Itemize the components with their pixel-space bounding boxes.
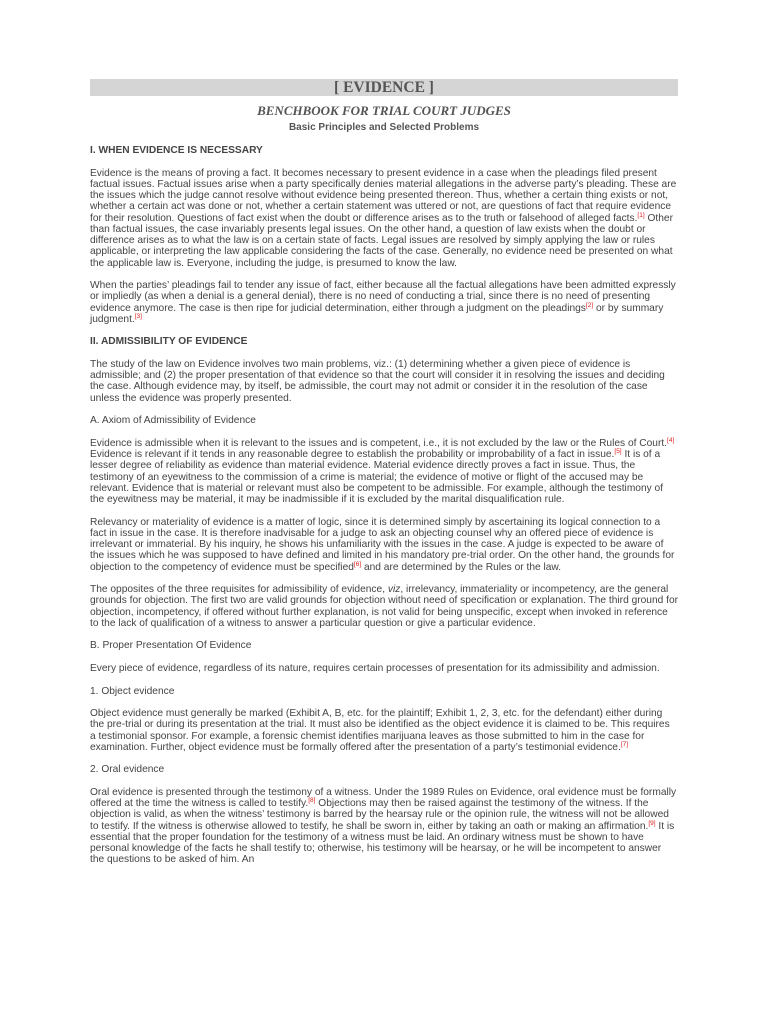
document-body	[90, 145, 678, 877]
footnote-link[interactable]: [3]	[134, 312, 142, 320]
subsection-heading: B. Proper Presentation Of Evidence	[90, 640, 252, 652]
italic-text: viz	[387, 584, 401, 596]
paragraph-text: Evidence is admissible when it is relevant to the issues and is competent, i.e., it is not excluded by the law or the Rules of Court.	[90, 437, 668, 449]
footnote-link[interactable]: [9]	[648, 819, 656, 827]
paragraph: Every piece of evidence, regardless of its nature, requires certain processes of presentation for its admissibility and admission.	[90, 662, 660, 674]
footnote-link[interactable]: [2]	[585, 301, 594, 309]
paragraph-text: Relevancy or materiality of evidence is a matter of logic, since it is determined simply by ascertaining its logical connection to a fact in issue in the case. It is therefore inadvisable for a judge to ask an objecting counsel why an offered piece of evidence is irrelevant or immaterial. By his inquiry, he shows his unfamiliarity with the issues in the case. A judge is expected to be aware of the issues which he was supposed to have defined and limited in his mandatory pre-trial order. On the other hand, the grounds for objection to the competency of evidence must be specified	[90, 516, 675, 573]
footnote-link[interactable]: [7]	[620, 740, 629, 748]
paragraph	[90, 438, 678, 506]
document-subtitle-secondary: Basic Principles and Selected Problems	[288, 122, 480, 133]
paragraph: The study of the law on Evidence involves two main problems, viz.: (1) determining whether a given piece of evidence is admissible; and (2) the proper presentation of that evidence so that the court will consider it in resolving the issues and deciding the case. Although evidence may, by itself, be admissible, the court may not admit or consider it in the resolution of the case unless the evidence was properly presented.	[90, 358, 665, 404]
paragraph-text: or by summary judgment.	[90, 302, 664, 325]
footnote-link[interactable]: [6]	[353, 560, 362, 568]
paragraph-text: When the parties’ pleadings fail to tender any issue of fact, either because all the factual allegations have been admitted expressly or impliedly (as when a denial is a general denial), there is no need of conducting a trial, since there is no need of presenting evidence anymore. The case is then ripe for judicial determination, either through a judgment on the pleadings	[90, 280, 676, 314]
paragraph	[90, 168, 678, 269]
paragraph-text: It is essential that the proper foundation for the testimony of a witness must be laid. An ordinary witness must be shown to have personal knowledge of the facts he shall testify to; otherwise, his testimony will be hearsay, or he will be incompetent to answer the questions to be asked of him. An	[90, 820, 675, 866]
paragraph	[90, 280, 678, 325]
footnote-link[interactable]: [8]	[308, 797, 316, 805]
paragraph-text: Other than factual issues, the case invariably presents legal issues. On the other hand, a question of law exists when the doubt or difference arises as to what the law is on a certain state of facts. Legal issues are resolved by simply applying the law or rules applicable, or interpreting the law applicable considering the facts of the case. Generally, no evidence need be presented on what the applicable law is. Everyone, including the judge, is presumed to know the law.	[90, 212, 673, 269]
paragraph-text: Evidence is the means of proving a fact. It becomes necessary to present evidence in a case when the pleadings filed present factual issues. Factual issues arise when a party specifically denies material allegations in the adverse party’s pleading. These are the issues which the judge cannot resolve without evidence being presented thereon. Thus, whether a certain thing exists or not, whether a certain act was done or not, whether a certain statement was uttered or not, are questions of fact that require evidence for their resolution. Questions of fact exist when the doubt or difference arises as to the truth or falsehood of alleged facts.	[90, 167, 677, 224]
footnote-link[interactable]: [4]	[667, 436, 675, 444]
section-heading-2: II. ADMISSIBILITY OF EVIDENCE	[90, 336, 248, 348]
paragraph-text: Oral evidence is presented through the testimony of a witness. Under the 1989 Rules on Evidence, oral evidence must be formally offered at the time the witness is called to testify.	[90, 786, 677, 810]
section-heading-1: I. WHEN EVIDENCE IS NECESSARY	[90, 145, 263, 156]
paragraph-text: , irrelevancy, immateriality or incompetency, are the general grounds for objection. The first two are valid grounds for objection without need of specification or explanation. The third ground for objection, incompetency, if offered without further explanation, is not valid for being unspecific, except when invoked in reference to the lack of qualification of a witness to answer a particular question or give a particular evidence.	[90, 584, 679, 629]
footnote-link[interactable]: [5]	[614, 448, 622, 456]
footnote-link[interactable]: [1]	[637, 211, 645, 219]
paragraph	[90, 708, 678, 753]
subsection-heading: A. Axiom of Admissibility of Evidence	[90, 415, 256, 427]
paragraph-text: Objections may then be raised against the testimony of the witness. If the objection is valid, as when the witness’ testimony is barred by the hearsay rule or the opinion rule, the witness will not be allowed to testify. If the witness is otherwise allowed to testify, he shall be sworn in, either by taking an oath or making an affirmation.	[90, 798, 669, 832]
paragraph	[90, 517, 678, 573]
paragraph-text: The opposites of the three requisites for admissibility of evidence,	[90, 584, 388, 596]
paragraph-text: Evidence is relevant if it tends in any reasonable degree to establish the probability or improbability of a fact in issue.	[90, 449, 615, 461]
document-title: [ EVIDENCE ]	[90, 79, 678, 96]
document-subtitle: BENCHBOOK FOR TRIAL COURT JUDGES	[257, 103, 511, 118]
subsection-heading: 1. Object evidence	[90, 685, 175, 697]
paragraph-text: It is of a lesser degree of reliability as evidence than material evidence. Material evidence directly proves a fact in issue. Thus, the testimony of an eyewitness to the commission of a crime is material; the evidence of motive or flight of the accused may be relevant. Evidence that is material or relevant must also be competent to be admissible. For example, although the testimony of the eyewitness may be material, it may be inadmissible if it is excluded by the marital disqualification rule.	[90, 449, 664, 506]
paragraph	[90, 787, 678, 866]
paragraph-text: and are determined by the Rules or the law.	[361, 561, 562, 573]
subsection-heading: 2. Oral evidence	[90, 764, 165, 776]
paragraph-text: Object evidence must generally be marked (Exhibit A, B, etc. for the plaintiff; Exhibit 1, 2, 3, etc. for the defendant) either during the pre-trial or during its presentation at the trial. It must also be identified as the object evidence it is claimed to be. This requires a testimonial sponsor. For example, a forensic chemist identifies marijuana leaves as those submitted to him in the case for examination. Further, object evidence must be formally offered after the presentation of a party’s testimonial evidence.	[90, 708, 670, 753]
paragraph	[90, 584, 678, 629]
